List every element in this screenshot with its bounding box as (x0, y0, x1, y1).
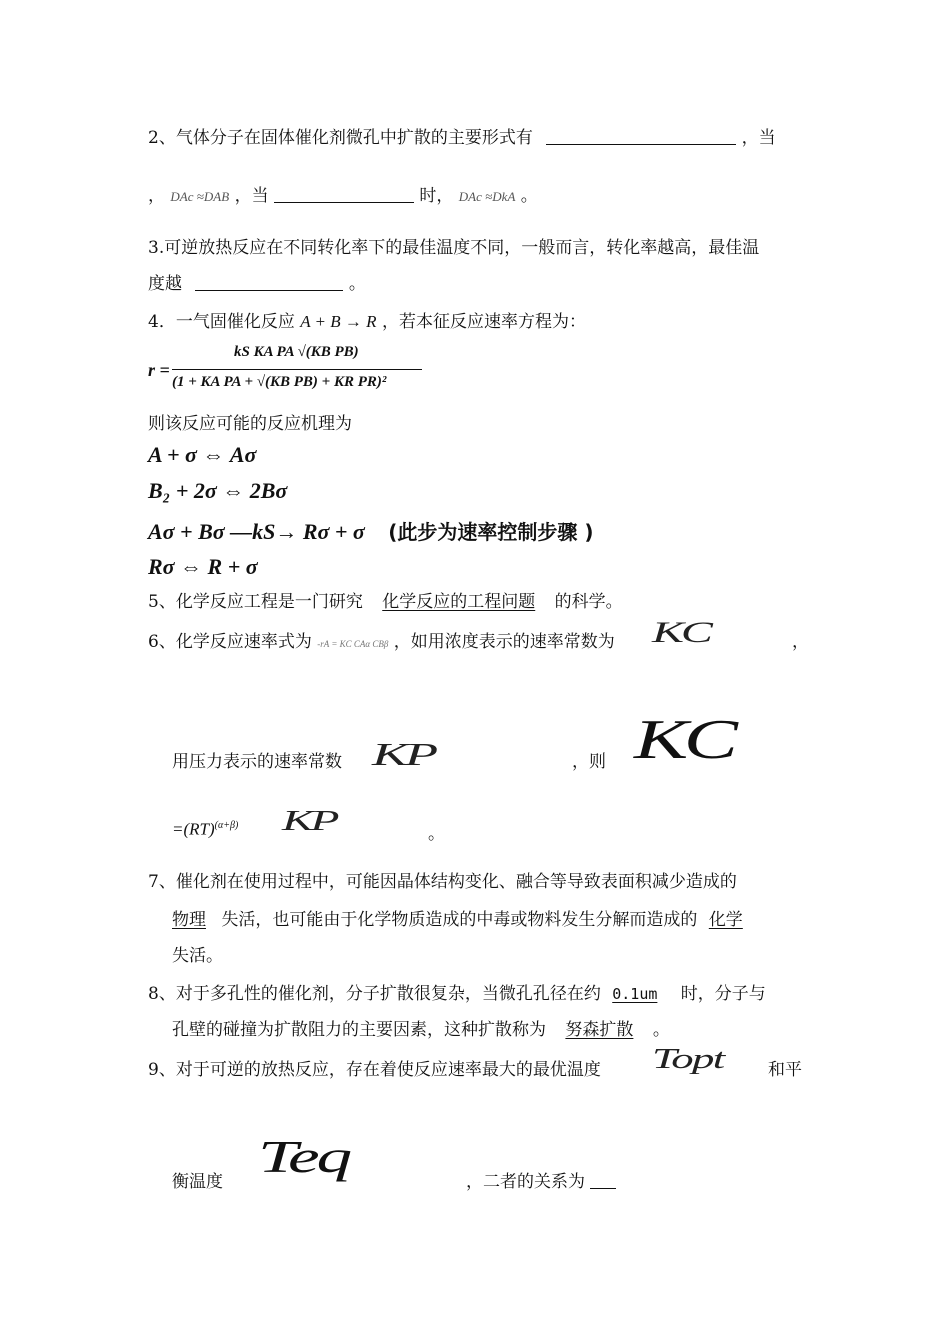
rate-denominator: (1 + KA PA + √(KB PB) + KR PR)² (172, 374, 387, 390)
q9-line2-end (466, 1170, 616, 1194)
q3-blank[interactable] (195, 272, 343, 291)
kc-symbol-large: KC (634, 709, 734, 771)
q6-comma: ， (792, 632, 809, 652)
q2-diffusion-relation-2: DAc ≈DkA (458, 189, 516, 204)
q2-text: ，当 (741, 128, 776, 148)
q9-blank[interactable] (590, 1170, 616, 1189)
q6-rate-formula: -rA = KC CAα CBβ (317, 639, 389, 649)
q8-line1 (148, 982, 766, 1006)
q2-text: 时， (419, 186, 454, 206)
q6-line3 (172, 814, 238, 842)
q7-text: 失活，也可能由于化学物质造成的中毒或物料发生分解而造成的 (221, 910, 698, 930)
q6-text: 6、化学反应速率式为 (148, 632, 312, 652)
rt-factor: =(RT) (172, 819, 215, 839)
rate-lhs: r = (148, 360, 170, 380)
q2-blank-2[interactable] (274, 184, 414, 203)
q2-text: 2、气体分子在固体催化剂微孔中扩散的主要形式有 (148, 128, 533, 148)
mechanism-step-2: B₂ + 2σ ⇔ 2Bσ (148, 478, 288, 503)
rate-numerator: kS KA PA √(KB PB) (234, 344, 359, 360)
q9-line2-text: 衡温度 (172, 1172, 223, 1192)
q8-text: 时，分子与 (680, 984, 766, 1004)
q2-blank-1[interactable] (546, 126, 736, 145)
q6-end: 。 (428, 824, 445, 844)
q3-line1: 3.可逆放热反应在不同转化率下的最佳温度不同，一般而言，转化率越高，最佳温 (148, 238, 760, 258)
rate-equation (148, 344, 438, 400)
q9-text: ，二者的关系为 (466, 1172, 585, 1192)
kp-symbol: KP (372, 736, 435, 772)
q5-text: 5、化学反应工程是一门研究 (148, 592, 363, 612)
q8-text: 孔壁的碰撞为扩散阻力的主要因素，这种扩散称为 (172, 1020, 546, 1040)
q8-answer-1: 0.1um (612, 985, 658, 1003)
q2-comma: ， (148, 186, 165, 206)
q3-end: 。 (348, 274, 366, 294)
q4-reaction: A + B → R (300, 312, 377, 331)
rate-control-note: (此步为速率控制步骤 ) (388, 520, 594, 544)
mechanism-intro: 则该反应可能的反应机理为 (148, 414, 352, 434)
q7-answer-2: 化学 (708, 910, 743, 930)
q5-line (148, 590, 623, 614)
q2-end: 。 (520, 186, 538, 206)
q2-line2 (148, 184, 538, 209)
mechanism-step-3 (148, 516, 594, 545)
kp-symbol-2: KP (282, 806, 337, 837)
q8-answer-2: 努森扩散 (565, 1020, 634, 1040)
q9-line1-text: 9、对于可逆的放热反应，存在着使反应速率最大的最优温度 (148, 1060, 601, 1080)
q6-text: ，如用浓度表示的速率常数为 (393, 632, 615, 652)
q6-line1 (148, 630, 615, 656)
q8-text: 8、对于多孔性的催化剂，分子扩散很复杂，当微孔孔径在约 (148, 984, 601, 1004)
q4-line1 (148, 310, 586, 334)
q5-answer: 化学反应的工程问题 (382, 592, 536, 612)
q7-line2 (172, 908, 749, 932)
topt-symbol: Topt (652, 1044, 724, 1075)
q8-end: 。 (652, 1020, 670, 1040)
q6-line2-text: 用压力表示的速率常数 (172, 752, 342, 772)
q2-line1 (148, 126, 776, 150)
q4-text: 4．一气固催化反应 (148, 312, 295, 332)
fraction-bar (172, 369, 422, 370)
kc-symbol: KC (652, 616, 710, 649)
q7-line3: 失活。 (172, 946, 223, 966)
q7-answer-1: 物理 (172, 910, 206, 930)
q8-line2 (172, 1018, 670, 1042)
mechanism-step-4: Rσ ⇔ R + σ (148, 554, 258, 579)
teq-symbol: Teq (258, 1131, 350, 1182)
step3-equation: Aσ + Bσ —kS→ Rσ + σ (148, 519, 365, 544)
q2-diffusion-relation-1: DAc ≈DAB (170, 189, 230, 204)
rt-exponent: (α+β) (214, 820, 239, 831)
q2-text: ，当 (234, 186, 269, 206)
q7-line1: 7、催化剂在使用过程中，可能因晶体结构变化、融合等导致表面积减少造成的 (148, 872, 737, 892)
q4-text: ，若本征反应速率方程为： (381, 312, 586, 332)
q3-text: 度越 (148, 274, 182, 294)
q5-text: 的科学。 (554, 592, 623, 612)
q3-line2 (148, 272, 366, 296)
q9-line1-end: 和平 (768, 1060, 802, 1080)
q6-then: ，则 (572, 752, 606, 772)
mechanism-step-1: A + σ ⇔ Aσ (148, 442, 257, 467)
